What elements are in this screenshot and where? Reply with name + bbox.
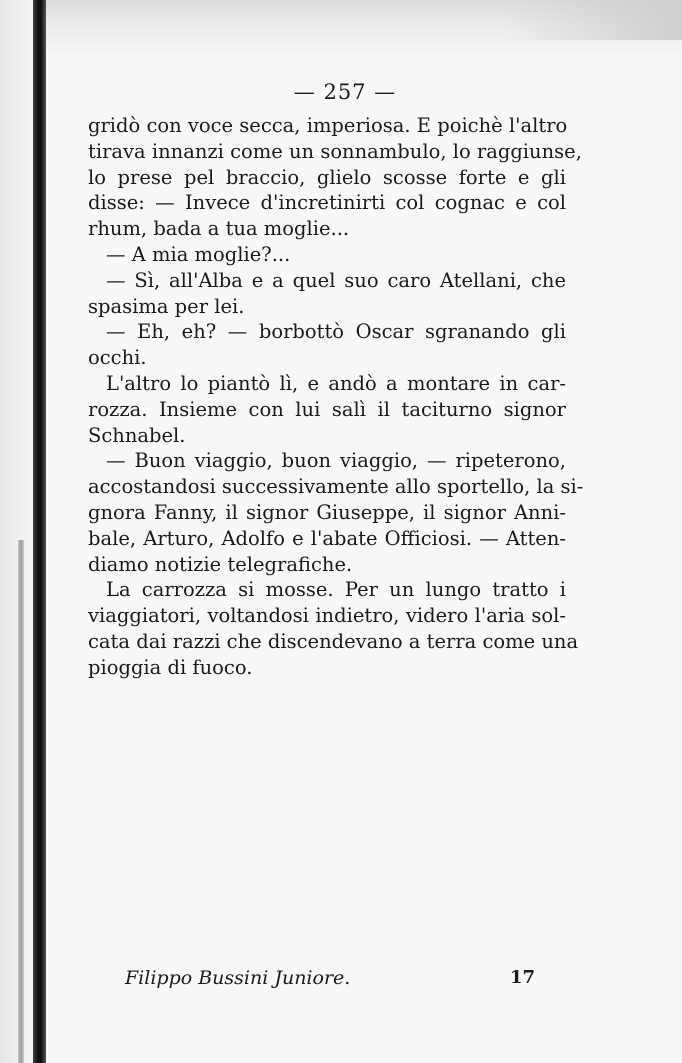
text-line: gridò con voce secca, imperiosa. E poichè l'altro xyxy=(88,114,568,137)
text-line: accostandosi successivamente allo sportello, la si- xyxy=(88,475,584,499)
text-line: spasima per lei. xyxy=(88,294,245,318)
text-line: L'altro lo piantò lì, e andò a montare in car- xyxy=(106,371,566,395)
sheet-number: 17 xyxy=(509,967,535,988)
text-line: rhum, bada a tua moglie... xyxy=(88,217,350,241)
text-line: pioggia di fuoco. xyxy=(88,655,253,679)
printer-signature: Filippo Bussini Juniore. xyxy=(125,967,351,989)
text-line: occhi. xyxy=(88,346,147,370)
text-line: diamo notizie telegrafiche. xyxy=(88,552,353,576)
text-line: cata dai razzi che discendevano a terra come una xyxy=(88,629,579,653)
scan-corner-shading xyxy=(502,0,682,40)
text-line: gnora Fanny, il signor Giuseppe, il signor Anni- xyxy=(88,500,566,524)
text-line: La carrozza si mosse. Per un lungo tratto i xyxy=(106,578,566,602)
text-line: lo prese pel braccio, glielo scosse forte e gli xyxy=(88,165,566,189)
text-line: rozza. Insieme con lui salì il taciturno signor xyxy=(88,397,566,421)
text-line: bale, Arturo, Adolfo e l'abate Officiosi. — Atten- xyxy=(88,526,566,550)
text-line: — Buon viaggio, buon viaggio, — ripeterono, xyxy=(106,449,566,473)
binding-edge xyxy=(33,0,46,1063)
body-text xyxy=(88,113,584,681)
text-line: — A mia moglie?... xyxy=(106,242,291,266)
text-line: disse: — Invece d'incretinirti col cognac e col xyxy=(88,191,566,215)
text-line: tirava innanzi come un sonnambulo, lo raggiunse, xyxy=(88,139,582,163)
binding-margin xyxy=(0,0,34,1063)
binding-shadow xyxy=(18,540,24,1063)
text-line: — Sì, all'Alba e a quel suo caro Atellani, che xyxy=(106,268,566,292)
text-line: — Eh, eh? — borbottò Oscar sgranando gli xyxy=(106,320,566,344)
text-line: Schnabel. xyxy=(88,423,186,447)
text-line: viaggiatori, voltandosi indietro, videro l'aria sol- xyxy=(88,604,566,628)
page-number: — 257 — xyxy=(293,80,397,104)
